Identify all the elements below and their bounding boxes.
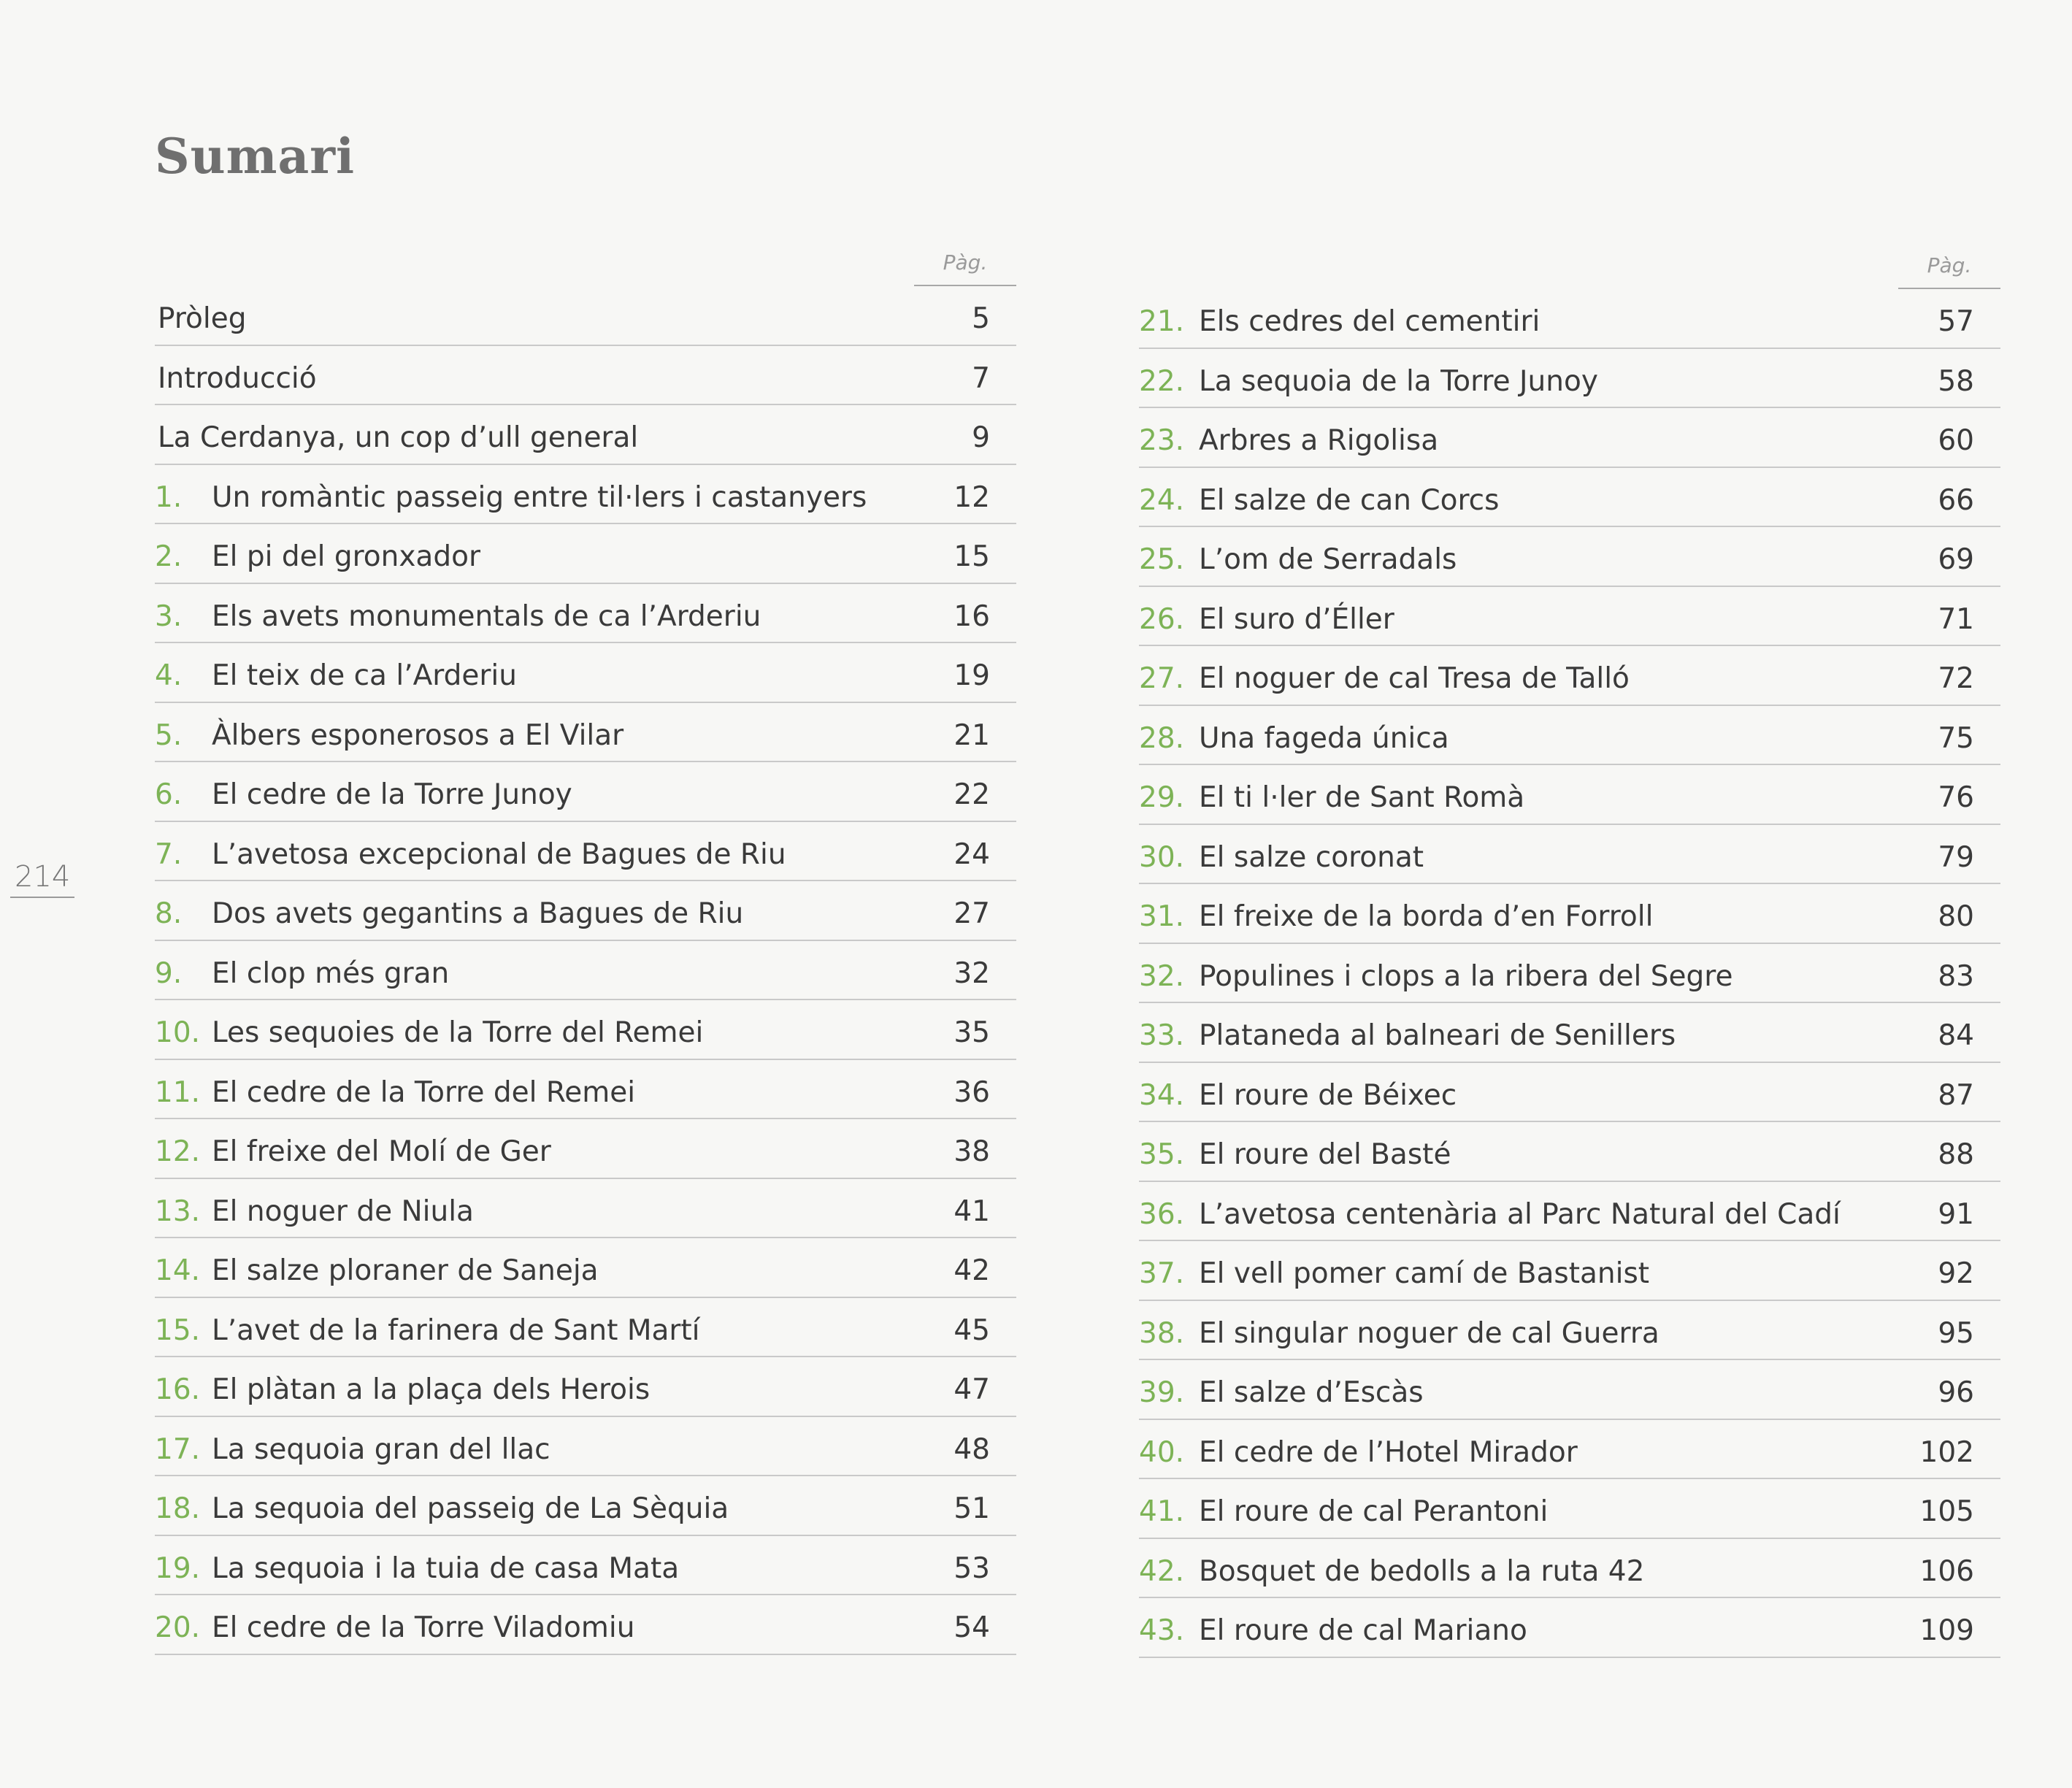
entry-page: 95 xyxy=(1938,1316,1974,1350)
toc-entry[interactable] xyxy=(155,1238,1016,1298)
toc-entry[interactable] xyxy=(155,1000,1016,1060)
entry-title: El cedre de l’Hotel Mirador xyxy=(1199,1435,1578,1469)
entry-number: 1. xyxy=(155,480,183,514)
entry-number: 41. xyxy=(1139,1495,1185,1529)
entry-title: Àlbers esponerosos a El Vilar xyxy=(212,718,624,752)
page-title: Sumari xyxy=(155,128,356,185)
entry-number: 4. xyxy=(155,659,183,693)
toc-entry[interactable] xyxy=(1139,1063,2000,1123)
entry-title: Una fageda única xyxy=(1199,721,1449,755)
entry-number: 34. xyxy=(1139,1078,1185,1112)
toc-entry[interactable] xyxy=(155,822,1016,882)
toc-entry[interactable] xyxy=(1139,944,2000,1004)
toc-entry[interactable] xyxy=(155,1119,1016,1179)
toc-entry[interactable] xyxy=(1139,527,2000,587)
entry-number: 27. xyxy=(1139,662,1185,696)
entry-page: 88 xyxy=(1938,1138,1974,1172)
entry-number: 20. xyxy=(155,1611,201,1645)
entry-title: El singular noguer de cal Guerra xyxy=(1199,1316,1659,1350)
entry-title: Dos avets gegantins a Bagues de Riu xyxy=(212,897,744,931)
toc-entry[interactable] xyxy=(155,1357,1016,1417)
page-number: 214 xyxy=(10,860,74,898)
entry-page: 76 xyxy=(1938,781,1974,815)
entry-title: El clop més gran xyxy=(212,956,450,990)
toc-entry[interactable] xyxy=(1139,468,2000,528)
entry-number: 2. xyxy=(155,540,183,574)
toc-entry[interactable] xyxy=(1139,884,2000,944)
entry-title: Un romàntic passeig entre til·lers i castanyers xyxy=(212,480,867,514)
toc-entry[interactable] xyxy=(1139,706,2000,766)
toc-entry[interactable] xyxy=(155,881,1016,941)
toc-entry[interactable] xyxy=(1139,289,2000,349)
entry-number: 21. xyxy=(1139,305,1185,339)
entry-page: 92 xyxy=(1938,1257,1974,1291)
toc-entry[interactable] xyxy=(155,524,1016,584)
entry-page: 15 xyxy=(953,540,990,574)
entry-number: 35. xyxy=(1139,1138,1185,1172)
entry-page: 19 xyxy=(953,659,990,693)
entry-page: 80 xyxy=(1938,900,1974,934)
entry-page: 102 xyxy=(1919,1435,1974,1469)
entry-number: 5. xyxy=(155,718,183,752)
entry-title: El pi del gronxador xyxy=(212,540,480,574)
entry-page: 9 xyxy=(972,421,990,455)
entry-title: L’avetosa centenària al Parc Natural del Cadí xyxy=(1199,1197,1841,1231)
entry-number: 13. xyxy=(155,1194,201,1228)
entry-page: 60 xyxy=(1938,424,1974,458)
entry-number: 14. xyxy=(155,1254,201,1288)
entry-page: 72 xyxy=(1938,662,1974,696)
toc-entry[interactable] xyxy=(155,643,1016,703)
entry-number: 10. xyxy=(155,1016,201,1050)
entry-title: El suro d’Éller xyxy=(1199,602,1394,636)
entry-page: 106 xyxy=(1919,1554,1974,1588)
toc-entry[interactable] xyxy=(1139,825,2000,885)
entry-number: 7. xyxy=(155,837,183,871)
entry-page: 53 xyxy=(953,1551,990,1585)
entry-number: 32. xyxy=(1139,959,1185,993)
entry-page: 42 xyxy=(953,1254,990,1288)
entry-number: 43. xyxy=(1139,1614,1185,1648)
entry-title: Bosquet de bedolls a la ruta 42 xyxy=(1199,1554,1645,1588)
entry-page: 87 xyxy=(1938,1078,1974,1112)
pag-label: Pàg. xyxy=(914,250,1016,286)
entry-title: El cedre de la Torre del Remei xyxy=(212,1075,636,1109)
entry-number: 37. xyxy=(1139,1257,1185,1291)
entry-number: 15. xyxy=(155,1313,201,1347)
toc-entry[interactable] xyxy=(1139,1122,2000,1182)
toc-entry[interactable] xyxy=(155,1476,1016,1536)
toc-entry[interactable] xyxy=(155,1298,1016,1358)
entry-page: 57 xyxy=(1938,305,1974,339)
toc-entry[interactable] xyxy=(1139,1241,2000,1301)
toc-entry[interactable] xyxy=(1139,1003,2000,1063)
entry-number: 9. xyxy=(155,956,183,990)
entry-number: 12. xyxy=(155,1135,201,1169)
toc-entry[interactable] xyxy=(1139,1301,2000,1361)
toc-entry[interactable] xyxy=(155,1179,1016,1239)
entry-title: L’avetosa excepcional de Bagues de Riu xyxy=(212,837,786,871)
toc-entry[interactable] xyxy=(1139,1420,2000,1480)
toc-entry[interactable] xyxy=(155,1060,1016,1120)
entry-title: El plàtan a la plaça dels Herois xyxy=(212,1373,651,1407)
toc-entry[interactable] xyxy=(1139,1182,2000,1242)
entry-number: 40. xyxy=(1139,1435,1185,1469)
entry-page: 7 xyxy=(972,361,990,395)
entry-page: 12 xyxy=(953,480,990,514)
entry-title: El salze de can Corcs xyxy=(1199,483,1500,517)
toc-entry[interactable] xyxy=(1139,646,2000,706)
entry-title: El freixe del Molí de Ger xyxy=(212,1135,551,1169)
entry-number: 42. xyxy=(1139,1554,1185,1588)
entry-title: El roure de cal Perantoni xyxy=(1199,1495,1549,1529)
entry-title: El freixe de la borda d’en Forroll xyxy=(1199,900,1654,934)
toc-entry[interactable] xyxy=(155,465,1016,525)
toc-entry[interactable] xyxy=(155,584,1016,644)
entry-title: La sequoia del passeig de La Sèquia xyxy=(212,1492,729,1526)
entry-number: 36. xyxy=(1139,1197,1185,1231)
toc-entry[interactable] xyxy=(1139,1360,2000,1420)
toc-entry[interactable] xyxy=(155,1536,1016,1596)
entry-title: Introducció xyxy=(158,361,317,395)
entry-number: 28. xyxy=(1139,721,1185,755)
entry-title: Els avets monumentals de ca l’Arderiu xyxy=(212,599,761,633)
toc-entry[interactable] xyxy=(155,941,1016,1001)
toc-entry[interactable] xyxy=(155,762,1016,822)
entry-page: 75 xyxy=(1938,721,1974,755)
toc-entry[interactable] xyxy=(1139,1598,2000,1658)
toc-entry[interactable] xyxy=(1139,1479,2000,1539)
toc-entry[interactable] xyxy=(155,286,1016,346)
toc-column-right xyxy=(1139,244,2000,1658)
entry-title: El teix de ca l’Arderiu xyxy=(212,659,517,693)
entry-page: 32 xyxy=(953,956,990,990)
entry-page: 83 xyxy=(1938,959,1974,993)
entry-page: 5 xyxy=(972,302,990,336)
entry-title: Pròleg xyxy=(158,302,247,336)
entry-page: 47 xyxy=(953,1373,990,1407)
entry-number: 25. xyxy=(1139,543,1185,577)
toc-entry[interactable] xyxy=(1139,587,2000,647)
toc-entry[interactable] xyxy=(1139,1539,2000,1599)
entry-title: El noguer de cal Tresa de Talló xyxy=(1199,662,1630,696)
entry-title: Els cedres del cementiri xyxy=(1199,305,1540,339)
entry-title: El roure de Béixec xyxy=(1199,1078,1457,1112)
entry-title: La sequoia i la tuia de casa Mata xyxy=(212,1551,680,1585)
entry-title: Arbres a Rigolisa xyxy=(1199,424,1439,458)
entry-number: 3. xyxy=(155,599,183,633)
entry-number: 33. xyxy=(1139,1019,1185,1053)
entry-page: 38 xyxy=(953,1135,990,1169)
entry-title: El salze d’Escàs xyxy=(1199,1376,1424,1410)
entry-number: 39. xyxy=(1139,1376,1185,1410)
entry-title: El ti l·ler de Sant Romà xyxy=(1199,781,1525,815)
entry-number: 23. xyxy=(1139,424,1185,458)
entry-number: 31. xyxy=(1139,900,1185,934)
pag-header-right xyxy=(1139,244,2000,289)
toc-column-left xyxy=(155,241,1016,1655)
entry-number: 19. xyxy=(155,1551,201,1585)
entry-number: 38. xyxy=(1139,1316,1185,1350)
entry-number: 8. xyxy=(155,897,183,931)
entry-number: 16. xyxy=(155,1373,201,1407)
entry-page: 69 xyxy=(1938,543,1974,577)
entry-page: 96 xyxy=(1938,1376,1974,1410)
entry-number: 29. xyxy=(1139,781,1185,815)
entry-page: 22 xyxy=(953,778,990,812)
entry-number: 30. xyxy=(1139,840,1185,874)
entry-page: 109 xyxy=(1919,1614,1974,1648)
entry-page: 54 xyxy=(953,1611,990,1645)
entry-title: Les sequoies de la Torre del Remei xyxy=(212,1016,704,1050)
entry-title: El cedre de la Torre Viladomiu xyxy=(212,1611,635,1645)
toc-entry[interactable] xyxy=(155,1595,1016,1655)
entry-page: 36 xyxy=(953,1075,990,1109)
entry-title: El roure del Basté xyxy=(1199,1138,1451,1172)
entry-page: 84 xyxy=(1938,1019,1974,1053)
entry-page: 24 xyxy=(953,837,990,871)
entry-title: L’avet de la farinera de Sant Martí xyxy=(212,1313,700,1347)
toc-entry[interactable] xyxy=(155,346,1016,406)
entry-number: 22. xyxy=(1139,364,1185,398)
entry-number: 11. xyxy=(155,1075,201,1109)
entry-page: 71 xyxy=(1938,602,1974,636)
entry-page: 51 xyxy=(953,1492,990,1526)
entry-page: 79 xyxy=(1938,840,1974,874)
entry-page: 27 xyxy=(953,897,990,931)
entry-number: 24. xyxy=(1139,483,1185,517)
entry-title: L’om de Serradals xyxy=(1199,543,1457,577)
entry-page: 48 xyxy=(953,1432,990,1466)
toc-entry[interactable] xyxy=(155,703,1016,763)
entry-number: 17. xyxy=(155,1432,201,1466)
entry-title: El noguer de Niula xyxy=(212,1194,474,1228)
entry-number: 18. xyxy=(155,1492,201,1526)
toc-entry[interactable] xyxy=(155,1417,1016,1477)
entry-page: 91 xyxy=(1938,1197,1974,1231)
entry-title: El salze coronat xyxy=(1199,840,1424,874)
entry-title: El cedre de la Torre Junoy xyxy=(212,778,572,812)
pag-header-left xyxy=(155,241,1016,286)
entry-title: El vell pomer camí de Bastanist xyxy=(1199,1257,1650,1291)
entry-title: La sequoia de la Torre Junoy xyxy=(1199,364,1598,398)
entry-page: 58 xyxy=(1938,364,1974,398)
entry-title: La Cerdanya, un cop d’ull general xyxy=(158,421,639,455)
toc-entry[interactable] xyxy=(155,405,1016,465)
entry-page: 105 xyxy=(1919,1495,1974,1529)
entry-title: El salze ploraner de Saneja xyxy=(212,1254,599,1288)
entry-title: La sequoia gran del llac xyxy=(212,1432,550,1466)
pag-label: Pàg. xyxy=(1898,253,2000,289)
entry-page: 45 xyxy=(953,1313,990,1347)
entry-page: 35 xyxy=(953,1016,990,1050)
entry-title: El roure de cal Mariano xyxy=(1199,1614,1527,1648)
entry-number: 26. xyxy=(1139,602,1185,636)
toc-entry[interactable] xyxy=(1139,349,2000,409)
entry-page: 16 xyxy=(953,599,990,633)
entry-title: Populines i clops a la ribera del Segre xyxy=(1199,959,1733,993)
entry-page: 21 xyxy=(953,718,990,752)
toc-entry[interactable] xyxy=(1139,408,2000,468)
toc-entry[interactable] xyxy=(1139,765,2000,825)
entry-page: 66 xyxy=(1938,483,1974,517)
entry-title: Plataneda al balneari de Senillers xyxy=(1199,1019,1676,1053)
entry-number: 6. xyxy=(155,778,183,812)
entry-page: 41 xyxy=(953,1194,990,1228)
